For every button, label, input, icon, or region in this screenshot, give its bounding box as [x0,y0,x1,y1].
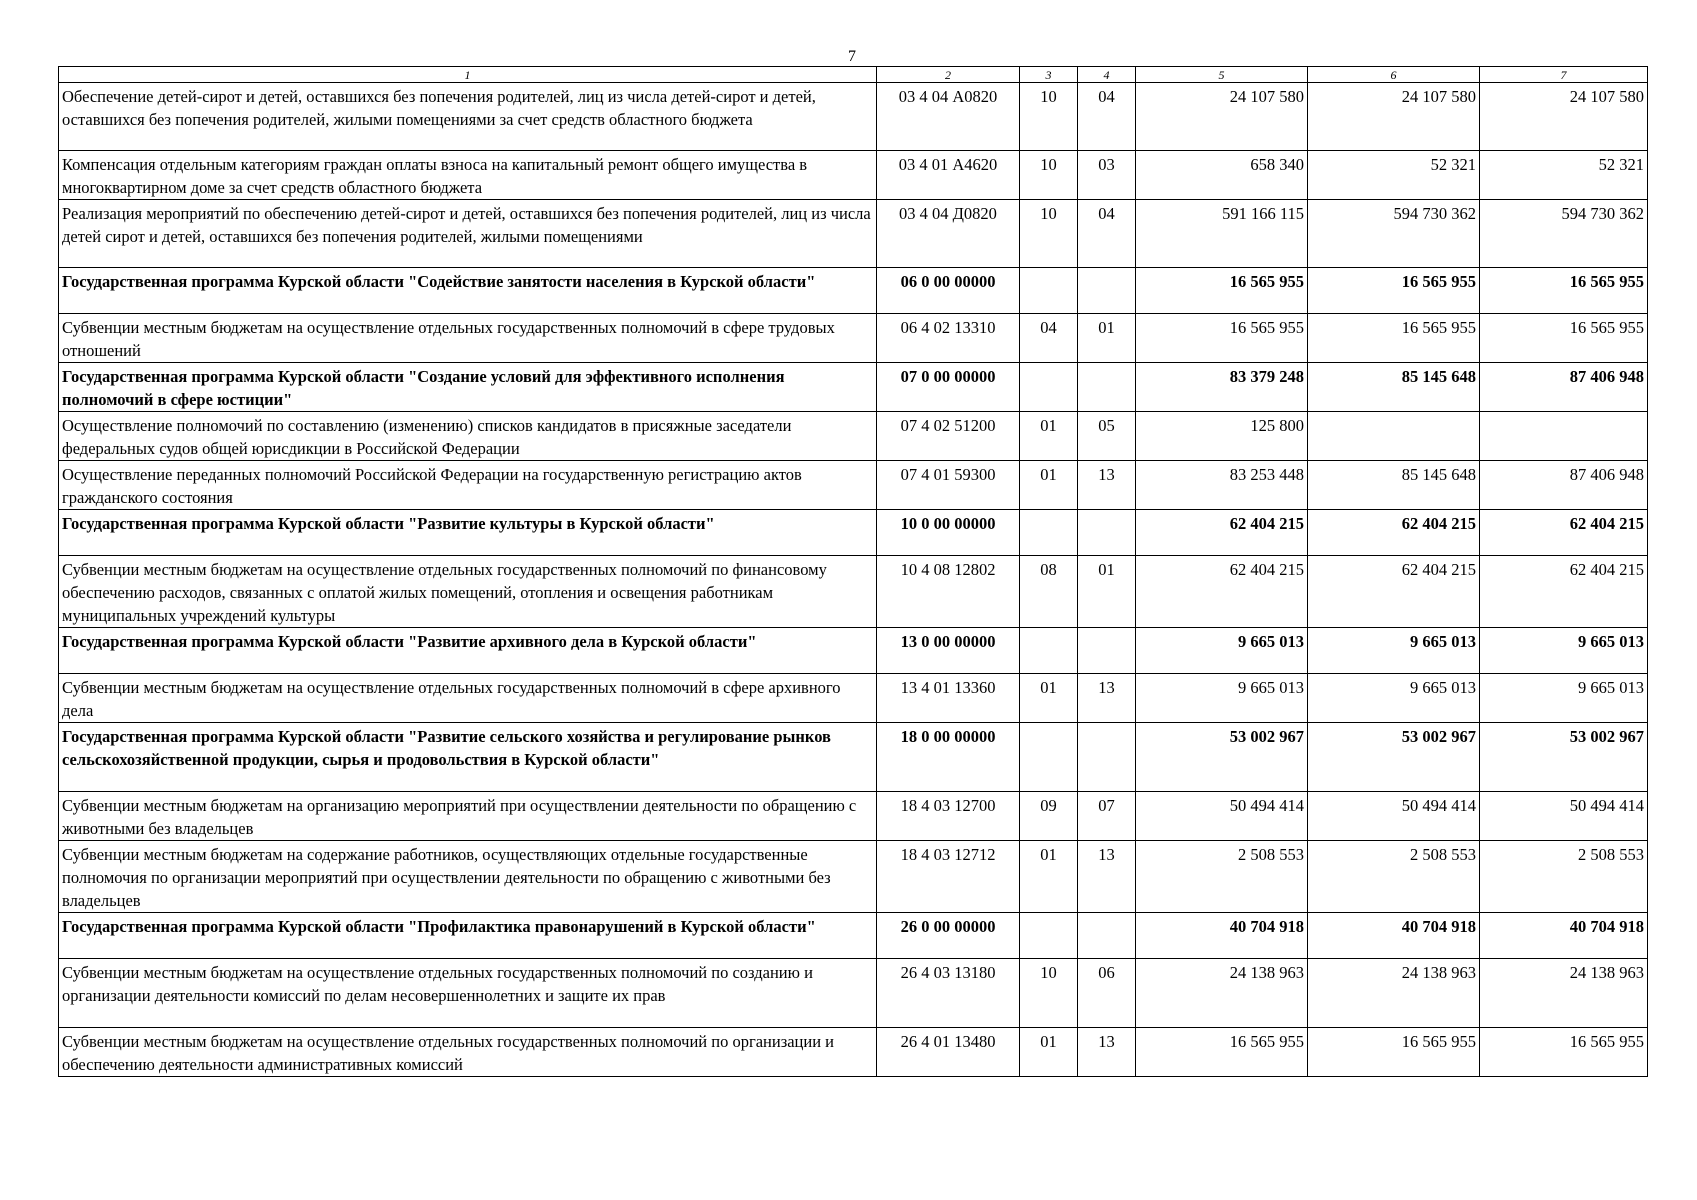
amount-col7-cell: 16 565 955 [1480,1028,1648,1077]
amount-col6-cell: 9 665 013 [1308,628,1480,674]
expense-row [59,1028,1648,1077]
amount-col5-cell: 9 665 013 [1136,628,1308,674]
amount-col6-cell [1308,412,1480,461]
expense-row [59,314,1648,363]
amount-col5-cell: 24 107 580 [1136,83,1308,151]
amount-col6-cell: 24 138 963 [1308,959,1480,1028]
amount-col5-cell: 50 494 414 [1136,792,1308,841]
expense-name-cell: Субвенции местным бюджетам на содержание работников, осуществляющих отдельные государственные полномочия по организации мероприятий при осуществлении деятельности по обращению с животными без владельцев [59,841,877,913]
amount-col7-cell: 16 565 955 [1480,314,1648,363]
section-cell: 09 [1020,792,1078,841]
target-code-cell: 18 4 03 12712 [877,841,1020,913]
section-cell [1020,913,1078,959]
column-header: 4 [1078,67,1136,83]
amount-col6-cell: 16 565 955 [1308,268,1480,314]
expense-row [59,556,1648,628]
target-code-cell: 07 4 01 59300 [877,461,1020,510]
amount-col5-cell: 591 166 115 [1136,200,1308,268]
target-code-cell: 18 0 00 00000 [877,723,1020,792]
budget-table [58,66,1648,1077]
amount-col7-cell: 9 665 013 [1480,674,1648,723]
subsection-cell: 04 [1078,200,1136,268]
amount-col6-cell: 594 730 362 [1308,200,1480,268]
amount-col5-cell: 9 665 013 [1136,674,1308,723]
expense-row [59,200,1648,268]
section-cell: 04 [1020,314,1078,363]
section-cell [1020,268,1078,314]
subsection-cell: 03 [1078,151,1136,200]
expense-name-cell: Государственная программа Курской области "Профилактика правонарушений в Курской области" [59,913,877,959]
expense-name-cell: Субвенции местным бюджетам на организацию мероприятий при осуществлении деятельности по обращению с животными без владельцев [59,792,877,841]
amount-col7-cell: 87 406 948 [1480,363,1648,412]
section-cell [1020,363,1078,412]
subsection-cell [1078,723,1136,792]
amount-col6-cell: 53 002 967 [1308,723,1480,792]
expense-name-cell: Государственная программа Курской области "Создание условий для эффективного исполнения полномочий в сфере юстиции" [59,363,877,412]
amount-col7-cell: 24 107 580 [1480,83,1648,151]
expense-name-cell: Субвенции местным бюджетам на осуществление отдельных государственных полномочий в сфере трудовых отношений [59,314,877,363]
subsection-cell: 01 [1078,314,1136,363]
amount-col5-cell: 53 002 967 [1136,723,1308,792]
expense-name-cell: Субвенции местным бюджетам на осуществление отдельных государственных полномочий по созданию и организации деятельности комиссий по делам несовершеннолетних и защите их прав [59,959,877,1028]
target-code-cell: 13 0 00 00000 [877,628,1020,674]
subsection-cell: 01 [1078,556,1136,628]
target-code-cell: 26 4 03 13180 [877,959,1020,1028]
amount-col7-cell [1480,412,1648,461]
section-cell [1020,723,1078,792]
section-cell: 01 [1020,461,1078,510]
section-cell: 08 [1020,556,1078,628]
target-code-cell: 03 4 04 А0820 [877,83,1020,151]
subsection-cell [1078,628,1136,674]
page-number: 7 [848,48,856,65]
expense-name-cell: Государственная программа Курской области "Развитие архивного дела в Курской области" [59,628,877,674]
column-number-row [59,67,1648,83]
expense-row [59,461,1648,510]
expense-row [59,151,1648,200]
amount-col6-cell: 62 404 215 [1308,510,1480,556]
amount-col6-cell: 24 107 580 [1308,83,1480,151]
amount-col5-cell: 16 565 955 [1136,268,1308,314]
expense-name-cell: Субвенции местным бюджетам на осуществление отдельных государственных полномочий по финансовому обеспечению расходов, связанных с оплатой жилых помещений, отопления и освещения работникам муниципальных учреждений культуры [59,556,877,628]
subsection-cell [1078,363,1136,412]
expense-row [59,83,1648,151]
target-code-cell: 03 4 04 Д0820 [877,200,1020,268]
amount-col7-cell: 9 665 013 [1480,628,1648,674]
amount-col7-cell: 52 321 [1480,151,1648,200]
section-cell: 01 [1020,412,1078,461]
amount-col7-cell: 40 704 918 [1480,913,1648,959]
subsection-cell: 13 [1078,841,1136,913]
section-cell: 10 [1020,959,1078,1028]
expense-name-cell: Субвенции местным бюджетам на осуществление отдельных государственных полномочий по организации и обеспечению деятельности административных комиссий [59,1028,877,1077]
expense-name-cell: Компенсация отдельным категориям граждан оплаты взноса на капитальный ремонт общего имущества в многоквартирном доме за счет средств областного бюджета [59,151,877,200]
target-code-cell: 18 4 03 12700 [877,792,1020,841]
amount-col7-cell: 87 406 948 [1480,461,1648,510]
target-code-cell: 13 4 01 13360 [877,674,1020,723]
target-code-cell: 07 0 00 00000 [877,363,1020,412]
amount-col6-cell: 16 565 955 [1308,1028,1480,1077]
amount-col7-cell: 2 508 553 [1480,841,1648,913]
program-row [59,913,1648,959]
amount-col7-cell: 62 404 215 [1480,556,1648,628]
program-row [59,628,1648,674]
expense-row [59,792,1648,841]
section-cell: 01 [1020,674,1078,723]
subsection-cell: 13 [1078,461,1136,510]
expense-name-cell: Обеспечение детей-сирот и детей, оставшихся без попечения родителей, лиц из числа детей-сирот и детей, оставшихся без попечения родителей, жилыми помещениями за счет средств областного бюджета [59,83,877,151]
subsection-cell: 05 [1078,412,1136,461]
amount-col6-cell: 40 704 918 [1308,913,1480,959]
column-header: 6 [1308,67,1480,83]
section-cell [1020,510,1078,556]
amount-col6-cell: 52 321 [1308,151,1480,200]
target-code-cell: 10 0 00 00000 [877,510,1020,556]
amount-col7-cell: 24 138 963 [1480,959,1648,1028]
amount-col5-cell: 83 379 248 [1136,363,1308,412]
amount-col7-cell: 50 494 414 [1480,792,1648,841]
subsection-cell: 07 [1078,792,1136,841]
subsection-cell [1078,510,1136,556]
amount-col6-cell: 85 145 648 [1308,461,1480,510]
expense-name-cell: Осуществление переданных полномочий Российской Федерации на государственную регистрацию актов гражданского состояния [59,461,877,510]
subsection-cell [1078,268,1136,314]
section-cell: 10 [1020,83,1078,151]
expense-row [59,959,1648,1028]
expense-name-cell: Осуществление полномочий по составлению (изменению) списков кандидатов в присяжные заседатели федеральных судов общей юрисдикции в Российской Федерации [59,412,877,461]
amount-col7-cell: 594 730 362 [1480,200,1648,268]
expense-name-cell: Государственная программа Курской области "Развитие культуры в Курской области" [59,510,877,556]
column-header: 3 [1020,67,1078,83]
amount-col5-cell: 16 565 955 [1136,1028,1308,1077]
column-header: 1 [59,67,877,83]
column-header: 7 [1480,67,1648,83]
amount-col5-cell: 16 565 955 [1136,314,1308,363]
target-code-cell: 06 0 00 00000 [877,268,1020,314]
subsection-cell: 04 [1078,83,1136,151]
amount-col5-cell: 83 253 448 [1136,461,1308,510]
subsection-cell: 13 [1078,1028,1136,1077]
target-code-cell: 10 4 08 12802 [877,556,1020,628]
amount-col5-cell: 24 138 963 [1136,959,1308,1028]
amount-col6-cell: 85 145 648 [1308,363,1480,412]
program-row [59,510,1648,556]
expense-name-cell: Государственная программа Курской области "Развитие сельского хозяйства и регулирование рынков сельскохозяйственной продукции, сырья и продовольствия в Курской области" [59,723,877,792]
amount-col6-cell: 2 508 553 [1308,841,1480,913]
section-cell [1020,628,1078,674]
column-header: 5 [1136,67,1308,83]
amount-col5-cell: 658 340 [1136,151,1308,200]
expense-row [59,674,1648,723]
amount-col5-cell: 2 508 553 [1136,841,1308,913]
target-code-cell: 07 4 02 51200 [877,412,1020,461]
amount-col7-cell: 16 565 955 [1480,268,1648,314]
target-code-cell: 26 4 01 13480 [877,1028,1020,1077]
amount-col5-cell: 40 704 918 [1136,913,1308,959]
amount-col6-cell: 62 404 215 [1308,556,1480,628]
amount-col7-cell: 53 002 967 [1480,723,1648,792]
amount-col6-cell: 9 665 013 [1308,674,1480,723]
target-code-cell: 03 4 01 А4620 [877,151,1020,200]
expense-name-cell: Государственная программа Курской области "Содействие занятости населения в Курской области" [59,268,877,314]
expense-row [59,841,1648,913]
subsection-cell [1078,913,1136,959]
subsection-cell: 13 [1078,674,1136,723]
amount-col5-cell: 62 404 215 [1136,510,1308,556]
section-cell: 01 [1020,1028,1078,1077]
amount-col6-cell: 16 565 955 [1308,314,1480,363]
column-header: 2 [877,67,1020,83]
expense-name-cell: Реализация мероприятий по обеспечению детей-сирот и детей, оставшихся без попечения родителей, лиц из числа детей сирот и детей, оставшихся без попечения родителей, жилыми помещениями [59,200,877,268]
expense-name-cell: Субвенции местным бюджетам на осуществление отдельных государственных полномочий в сфере архивного дела [59,674,877,723]
expense-row [59,412,1648,461]
amount-col7-cell: 62 404 215 [1480,510,1648,556]
target-code-cell: 26 0 00 00000 [877,913,1020,959]
amount-col6-cell: 50 494 414 [1308,792,1480,841]
subsection-cell: 06 [1078,959,1136,1028]
amount-col5-cell: 125 800 [1136,412,1308,461]
section-cell: 10 [1020,151,1078,200]
program-row [59,723,1648,792]
program-row [59,268,1648,314]
section-cell: 10 [1020,200,1078,268]
amount-col5-cell: 62 404 215 [1136,556,1308,628]
program-row [59,363,1648,412]
section-cell: 01 [1020,841,1078,913]
target-code-cell: 06 4 02 13310 [877,314,1020,363]
